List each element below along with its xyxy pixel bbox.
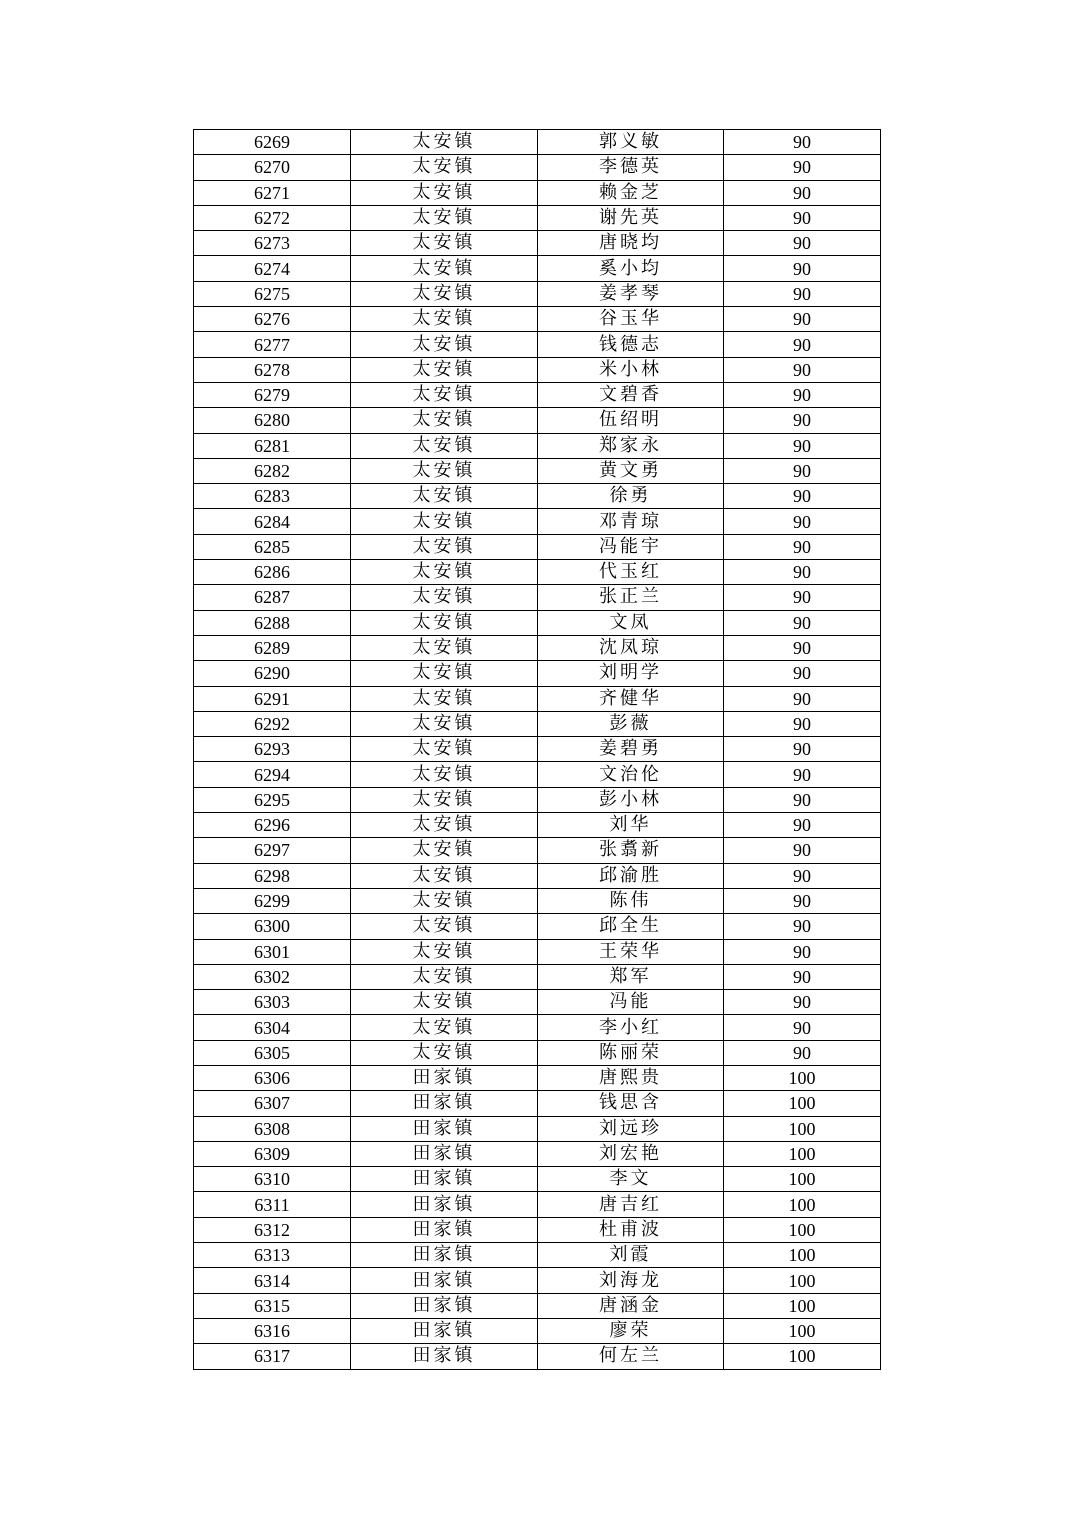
row-number-cell: 6277 [194, 332, 351, 357]
table-row [194, 307, 881, 332]
amount-cell: 90 [724, 787, 881, 812]
name-cell: 谢先英 [538, 205, 724, 230]
town-cell: 田家镇 [351, 1344, 538, 1369]
row-number-cell: 6286 [194, 560, 351, 585]
amount-cell: 90 [724, 838, 881, 863]
name-cell: 郑家永 [538, 433, 724, 458]
town-cell: 太安镇 [351, 281, 538, 306]
table-row [194, 560, 881, 585]
row-number-cell: 6299 [194, 888, 351, 913]
table-row [194, 382, 881, 407]
table-row [194, 990, 881, 1015]
town-cell: 太安镇 [351, 610, 538, 635]
table-row [194, 1344, 881, 1369]
name-cell: 杜甫波 [538, 1217, 724, 1242]
town-cell: 太安镇 [351, 635, 538, 660]
name-cell: 文治伦 [538, 762, 724, 787]
town-cell: 太安镇 [351, 155, 538, 180]
name-cell: 刘霞 [538, 1243, 724, 1268]
amount-cell: 90 [724, 990, 881, 1015]
town-cell: 太安镇 [351, 256, 538, 281]
row-number-cell: 6315 [194, 1293, 351, 1318]
row-number-cell: 6301 [194, 939, 351, 964]
name-cell: 徐勇 [538, 484, 724, 509]
row-number-cell: 6270 [194, 155, 351, 180]
town-cell: 太安镇 [351, 307, 538, 332]
amount-cell: 90 [724, 964, 881, 989]
table-row [194, 863, 881, 888]
town-cell: 太安镇 [351, 1015, 538, 1040]
amount-cell: 90 [724, 155, 881, 180]
table-row [194, 231, 881, 256]
table-row [194, 1268, 881, 1293]
amount-cell: 100 [724, 1318, 881, 1343]
amount-cell: 90 [724, 813, 881, 838]
name-cell: 刘明学 [538, 661, 724, 686]
amount-cell: 90 [724, 458, 881, 483]
amount-cell: 90 [724, 433, 881, 458]
name-cell: 赖金芝 [538, 180, 724, 205]
table-row [194, 610, 881, 635]
amount-cell: 90 [724, 357, 881, 382]
table-row [194, 1015, 881, 1040]
amount-cell: 100 [724, 1268, 881, 1293]
name-cell: 唐涵金 [538, 1293, 724, 1318]
row-number-cell: 6282 [194, 458, 351, 483]
name-cell: 何左兰 [538, 1344, 724, 1369]
name-cell: 冯能 [538, 990, 724, 1015]
table-row [194, 509, 881, 534]
row-number-cell: 6284 [194, 509, 351, 534]
table-row [194, 635, 881, 660]
table-row [194, 256, 881, 281]
amount-cell: 100 [724, 1167, 881, 1192]
table-row [194, 484, 881, 509]
row-number-cell: 6280 [194, 408, 351, 433]
table-row [194, 1217, 881, 1242]
table-row [194, 1091, 881, 1116]
name-cell: 廖荣 [538, 1318, 724, 1343]
table-row [194, 180, 881, 205]
name-cell: 邱渝胜 [538, 863, 724, 888]
amount-cell: 90 [724, 863, 881, 888]
town-cell: 太安镇 [351, 711, 538, 736]
town-cell: 太安镇 [351, 534, 538, 559]
amount-cell: 90 [724, 205, 881, 230]
name-cell: 郭义敏 [538, 130, 724, 155]
table-row [194, 888, 881, 913]
town-cell: 太安镇 [351, 762, 538, 787]
name-cell: 钱思含 [538, 1091, 724, 1116]
town-cell: 太安镇 [351, 180, 538, 205]
town-cell: 太安镇 [351, 838, 538, 863]
town-cell: 太安镇 [351, 509, 538, 534]
name-cell: 谷玉华 [538, 307, 724, 332]
amount-cell: 90 [724, 737, 881, 762]
table-row [194, 964, 881, 989]
amount-cell: 90 [724, 1040, 881, 1065]
amount-cell: 90 [724, 130, 881, 155]
name-cell: 奚小均 [538, 256, 724, 281]
table-row [194, 787, 881, 812]
town-cell: 田家镇 [351, 1243, 538, 1268]
amount-cell: 90 [724, 939, 881, 964]
name-cell: 李小红 [538, 1015, 724, 1040]
town-cell: 太安镇 [351, 813, 538, 838]
table-row [194, 1065, 881, 1090]
amount-cell: 90 [724, 686, 881, 711]
amount-cell: 90 [724, 888, 881, 913]
amount-cell: 90 [724, 711, 881, 736]
row-number-cell: 6305 [194, 1040, 351, 1065]
town-cell: 太安镇 [351, 661, 538, 686]
row-number-cell: 6276 [194, 307, 351, 332]
town-cell: 太安镇 [351, 964, 538, 989]
row-number-cell: 6283 [194, 484, 351, 509]
name-cell: 代玉红 [538, 560, 724, 585]
amount-cell: 90 [724, 762, 881, 787]
row-number-cell: 6274 [194, 256, 351, 281]
town-cell: 太安镇 [351, 888, 538, 913]
row-number-cell: 6285 [194, 534, 351, 559]
table-row [194, 737, 881, 762]
town-cell: 太安镇 [351, 560, 538, 585]
row-number-cell: 6297 [194, 838, 351, 863]
name-cell: 邱全生 [538, 914, 724, 939]
town-cell: 田家镇 [351, 1141, 538, 1166]
town-cell: 太安镇 [351, 585, 538, 610]
table-row [194, 1192, 881, 1217]
amount-cell: 90 [724, 661, 881, 686]
name-cell: 文碧香 [538, 382, 724, 407]
row-number-cell: 6292 [194, 711, 351, 736]
name-cell: 姜碧勇 [538, 737, 724, 762]
name-cell: 郑军 [538, 964, 724, 989]
town-cell: 太安镇 [351, 863, 538, 888]
amount-cell: 90 [724, 408, 881, 433]
town-cell: 太安镇 [351, 1040, 538, 1065]
table-row [194, 585, 881, 610]
amount-cell: 100 [724, 1243, 881, 1268]
amount-cell: 100 [724, 1091, 881, 1116]
row-number-cell: 6295 [194, 787, 351, 812]
name-cell: 李文 [538, 1167, 724, 1192]
row-number-cell: 6278 [194, 357, 351, 382]
amount-cell: 100 [724, 1065, 881, 1090]
amount-cell: 90 [724, 560, 881, 585]
row-number-cell: 6289 [194, 635, 351, 660]
amount-cell: 90 [724, 382, 881, 407]
name-cell: 米小林 [538, 357, 724, 382]
row-number-cell: 6281 [194, 433, 351, 458]
name-cell: 伍绍明 [538, 408, 724, 433]
row-number-cell: 6279 [194, 382, 351, 407]
amount-cell: 90 [724, 231, 881, 256]
name-cell: 唐熙贵 [538, 1065, 724, 1090]
name-cell: 齐健华 [538, 686, 724, 711]
amount-cell: 90 [724, 509, 881, 534]
town-cell: 太安镇 [351, 737, 538, 762]
name-cell: 沈凤琼 [538, 635, 724, 660]
amount-cell: 90 [724, 635, 881, 660]
table-row [194, 433, 881, 458]
row-number-cell: 6313 [194, 1243, 351, 1268]
row-number-cell: 6290 [194, 661, 351, 686]
table-row [194, 1318, 881, 1343]
row-number-cell: 6298 [194, 863, 351, 888]
name-cell: 刘华 [538, 813, 724, 838]
row-number-cell: 6303 [194, 990, 351, 1015]
town-cell: 太安镇 [351, 686, 538, 711]
row-number-cell: 6269 [194, 130, 351, 155]
row-number-cell: 6275 [194, 281, 351, 306]
town-cell: 太安镇 [351, 357, 538, 382]
table-body [194, 130, 881, 1370]
town-cell: 田家镇 [351, 1217, 538, 1242]
town-cell: 太安镇 [351, 231, 538, 256]
data-table [193, 129, 881, 1370]
name-cell: 姜孝琴 [538, 281, 724, 306]
name-cell: 冯能宇 [538, 534, 724, 559]
name-cell: 张翥新 [538, 838, 724, 863]
table-row [194, 1243, 881, 1268]
amount-cell: 90 [724, 484, 881, 509]
row-number-cell: 6307 [194, 1091, 351, 1116]
row-number-cell: 6296 [194, 813, 351, 838]
name-cell: 刘远珍 [538, 1116, 724, 1141]
name-cell: 李德英 [538, 155, 724, 180]
amount-cell: 100 [724, 1192, 881, 1217]
row-number-cell: 6317 [194, 1344, 351, 1369]
town-cell: 太安镇 [351, 332, 538, 357]
name-cell: 钱德志 [538, 332, 724, 357]
table-row [194, 813, 881, 838]
row-number-cell: 6294 [194, 762, 351, 787]
table-row [194, 686, 881, 711]
row-number-cell: 6308 [194, 1116, 351, 1141]
table-row [194, 130, 881, 155]
row-number-cell: 6293 [194, 737, 351, 762]
amount-cell: 90 [724, 610, 881, 635]
town-cell: 田家镇 [351, 1192, 538, 1217]
row-number-cell: 6271 [194, 180, 351, 205]
amount-cell: 100 [724, 1344, 881, 1369]
row-number-cell: 6309 [194, 1141, 351, 1166]
town-cell: 太安镇 [351, 458, 538, 483]
name-cell: 陈伟 [538, 888, 724, 913]
name-cell: 刘宏艳 [538, 1141, 724, 1166]
row-number-cell: 6304 [194, 1015, 351, 1040]
name-cell: 文凤 [538, 610, 724, 635]
table-row [194, 1040, 881, 1065]
row-number-cell: 6291 [194, 686, 351, 711]
row-number-cell: 6306 [194, 1065, 351, 1090]
table-row [194, 458, 881, 483]
amount-cell: 90 [724, 180, 881, 205]
amount-cell: 90 [724, 281, 881, 306]
name-cell: 彭薇 [538, 711, 724, 736]
table-row [194, 661, 881, 686]
town-cell: 田家镇 [351, 1167, 538, 1192]
name-cell: 陈丽荣 [538, 1040, 724, 1065]
name-cell: 王荣华 [538, 939, 724, 964]
town-cell: 太安镇 [351, 205, 538, 230]
town-cell: 田家镇 [351, 1318, 538, 1343]
table-row [194, 1141, 881, 1166]
name-cell: 邓青琼 [538, 509, 724, 534]
row-number-cell: 6272 [194, 205, 351, 230]
amount-cell: 90 [724, 585, 881, 610]
amount-cell: 90 [724, 307, 881, 332]
row-number-cell: 6273 [194, 231, 351, 256]
table-row [194, 939, 881, 964]
town-cell: 田家镇 [351, 1116, 538, 1141]
row-number-cell: 6310 [194, 1167, 351, 1192]
table-row [194, 914, 881, 939]
table-row [194, 762, 881, 787]
table-row [194, 1293, 881, 1318]
name-cell: 唐吉红 [538, 1192, 724, 1217]
table-row [194, 408, 881, 433]
table-row [194, 838, 881, 863]
name-cell: 张正兰 [538, 585, 724, 610]
table-row [194, 332, 881, 357]
row-number-cell: 6302 [194, 964, 351, 989]
name-cell: 黄文勇 [538, 458, 724, 483]
name-cell: 唐晓均 [538, 231, 724, 256]
table-row [194, 155, 881, 180]
amount-cell: 90 [724, 1015, 881, 1040]
amount-cell: 90 [724, 914, 881, 939]
amount-cell: 100 [724, 1116, 881, 1141]
town-cell: 田家镇 [351, 1268, 538, 1293]
table-row [194, 357, 881, 382]
table-row [194, 534, 881, 559]
name-cell: 刘海龙 [538, 1268, 724, 1293]
amount-cell: 100 [724, 1293, 881, 1318]
name-cell: 彭小林 [538, 787, 724, 812]
town-cell: 太安镇 [351, 433, 538, 458]
town-cell: 田家镇 [351, 1065, 538, 1090]
row-number-cell: 6300 [194, 914, 351, 939]
town-cell: 太安镇 [351, 484, 538, 509]
amount-cell: 100 [724, 1141, 881, 1166]
town-cell: 太安镇 [351, 939, 538, 964]
table-row [194, 281, 881, 306]
town-cell: 太安镇 [351, 787, 538, 812]
town-cell: 太安镇 [351, 990, 538, 1015]
amount-cell: 90 [724, 332, 881, 357]
row-number-cell: 6314 [194, 1268, 351, 1293]
row-number-cell: 6316 [194, 1318, 351, 1343]
table-row [194, 1116, 881, 1141]
town-cell: 田家镇 [351, 1091, 538, 1116]
table-row [194, 205, 881, 230]
row-number-cell: 6312 [194, 1217, 351, 1242]
table-row [194, 711, 881, 736]
town-cell: 太安镇 [351, 130, 538, 155]
town-cell: 太安镇 [351, 382, 538, 407]
amount-cell: 90 [724, 256, 881, 281]
town-cell: 太安镇 [351, 914, 538, 939]
row-number-cell: 6287 [194, 585, 351, 610]
row-number-cell: 6288 [194, 610, 351, 635]
town-cell: 太安镇 [351, 408, 538, 433]
table-row [194, 1167, 881, 1192]
amount-cell: 90 [724, 534, 881, 559]
town-cell: 田家镇 [351, 1293, 538, 1318]
amount-cell: 100 [724, 1217, 881, 1242]
row-number-cell: 6311 [194, 1192, 351, 1217]
